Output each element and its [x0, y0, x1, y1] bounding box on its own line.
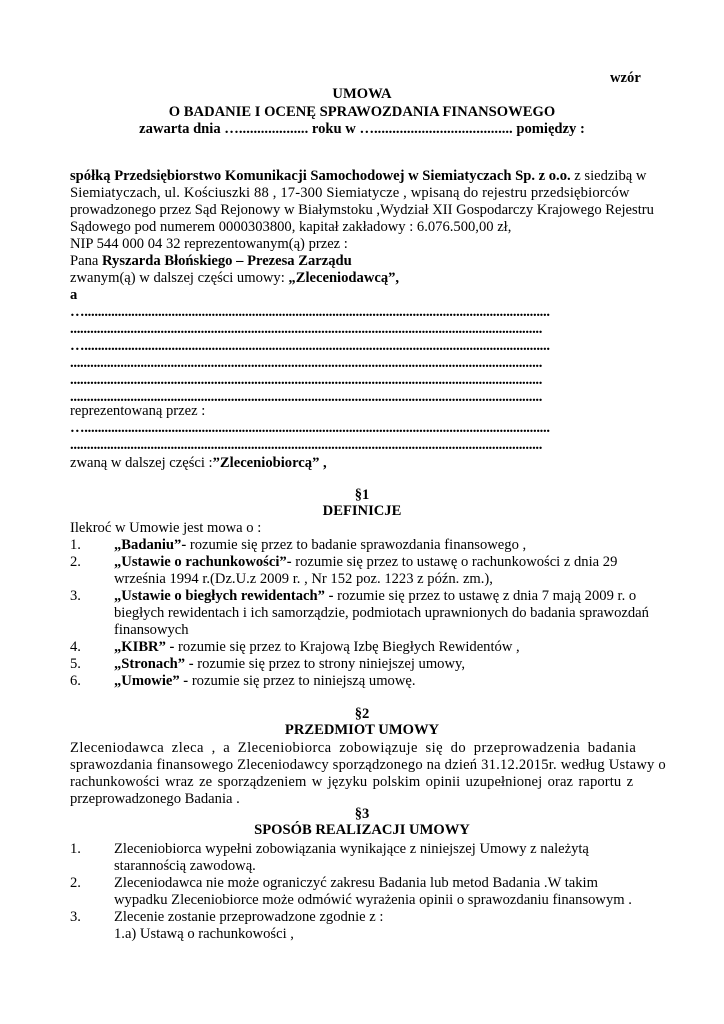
definition-term: „Ustawie o biegłych rewidentach” -: [114, 588, 334, 604]
definition-term: „Umowie” -: [114, 673, 189, 689]
definition-body: finansowych: [114, 622, 189, 638]
realization-text: starannością zawodową.: [114, 858, 256, 874]
party1-line4: Sądowego pod numerem 0000303800, kapitał zakładowy : 6.076.500,00 zł,: [70, 219, 512, 235]
realization-text: wypadku Zleceniobiorce może odmówić wyrażenia opinii o sprawozdaniu finansowym .: [114, 892, 632, 908]
section2-line: sprawozdania finansowego Zleceniodawcy sporządzonego na dzień 31.12.2015r. według Ustawy o: [70, 757, 666, 773]
party2-blank-line: .............................................................................................................................................: [70, 372, 543, 388]
definition-text: [114, 571, 493, 588]
realization-text: Zlecenie zostanie przeprowadzone zgodnie z :: [114, 909, 384, 925]
section2-sign: §2: [354, 706, 370, 722]
doc-concluded-line: zawarta dnia …................... roku w …...................................... pomiędzy :: [139, 121, 585, 137]
definition-text: [114, 656, 465, 673]
party2-blank-line: …...........................................................................................................................................: [70, 420, 550, 436]
party1-line2: Siemiatyczach, ul. Kościuszki 88 , 17-300 Siemiatycze , wpisaną do rejestru przedsiębiorców: [70, 185, 630, 201]
party1-line7: zwanym(ą) w dalszej części umowy: „Zleceniodawcą”,: [70, 270, 400, 286]
realization-number: 2.: [70, 875, 81, 891]
realization-text: 1.a) Ustawą o rachunkowości ,: [114, 926, 294, 942]
section1-title: DEFINICJE: [322, 503, 402, 519]
party2-blank-line: .............................................................................................................................................: [70, 437, 543, 453]
definition-body: rozumie się przez to ustawę o rachunkowości z dnia 29: [291, 554, 618, 570]
definition-text: [114, 554, 617, 571]
template-label: wzór: [610, 70, 641, 86]
definition-text: [114, 537, 526, 554]
doc-subtitle: O BADANIE I OCENĘ SPRAWOZDANIA FINANSOWEGO: [168, 104, 556, 120]
definition-term: „Badaniu”-: [114, 537, 187, 553]
party-connector: a: [70, 287, 78, 303]
definition-body: września 1994 r.(Dz.U.z 2009 r. , Nr 152 poz. 1223 z późn. zm.),: [114, 571, 493, 587]
party2-blank-line: .............................................................................................................................................: [70, 389, 543, 405]
party2-blank-line: …...........................................................................................................................................: [70, 338, 550, 354]
definition-body: biegłych rewidentach i ich samorządzie, podmiotach uprawnionych do badania sprawozdań: [114, 605, 649, 621]
party1-line6: Pana Ryszarda Błońskiego – Prezesa Zarządu: [70, 253, 352, 269]
definition-term: „KIBR” -: [114, 639, 175, 655]
party1-line5: NIP 544 000 04 32 reprezentowanym(ą) przez :: [70, 236, 348, 252]
definition-text: [114, 639, 520, 656]
definition-term: „Stronach” -: [114, 656, 194, 672]
section2-line: Zleceniodawca zleca , a Zleceniobiorca zobowiązuje się do przeprowadzenia badania: [70, 740, 637, 756]
definition-body: rozumie się przez to ustawę z dnia 7 mają 2009 r. o: [333, 588, 637, 604]
party2-representative-label: reprezentowaną przez :: [70, 403, 206, 419]
definition-term: „Ustawie o rachunkowości”-: [114, 554, 292, 570]
section1-sign: §1: [354, 487, 370, 503]
realization-number: 3.: [70, 909, 81, 925]
definition-number: 5.: [70, 656, 81, 672]
realization-number: 1.: [70, 841, 81, 857]
party2-blank-line: .............................................................................................................................................: [70, 355, 543, 371]
party1-line3: prowadzonego przez Sąd Rejonowy w Białymstoku ,Wydział XII Gospodarczy Krajowego Rejestru: [70, 202, 654, 218]
party2-blank-line: .............................................................................................................................................: [70, 321, 543, 337]
realization-text: Zleceniobiorca wypełni zobowiązania wynikające z niniejszej Umowy z należytą: [114, 841, 589, 857]
party2-blank-line: …...........................................................................................................................................: [70, 304, 550, 320]
section3-sign: §3: [354, 806, 370, 822]
definition-number: 6.: [70, 673, 81, 689]
definition-body: rozumie się przez to strony niniejszej umowy,: [193, 656, 466, 672]
definition-number: 1.: [70, 537, 81, 553]
definition-number: 3.: [70, 588, 81, 604]
party1-line1: spółką Przedsiębiorstwo Komunikacji Samochodowej w Siemiatyczach Sp. z o.o. z siedzibą w: [70, 168, 647, 184]
definition-number: 2.: [70, 554, 81, 570]
definition-body: rozumie się przez to niniejszą umowę.: [188, 673, 416, 689]
definition-body: rozumie się przez to Krajową Izbę Biegłych Rewidentów ,: [174, 639, 520, 655]
section2-line: rachunkowości wraz ze sporządzeniem w języku polskim opinii uzupełnionej oraz raportu z: [70, 774, 634, 790]
section2-title: PRZEDMIOT UMOWY: [284, 722, 440, 738]
section3-title: SPOSÓB REALIZACJI UMOWY: [254, 822, 470, 838]
definition-number: 4.: [70, 639, 81, 655]
realization-text: Zleceniodawca nie może ograniczyć zakresu Badania lub metod Badania .W takim: [114, 875, 598, 891]
definition-text: [114, 605, 649, 622]
definition-body: rozumie się przez to badanie sprawozdania finansowego ,: [186, 537, 527, 553]
definition-text: [114, 622, 189, 639]
party2-called: zwaną w dalszej części :”Zleceniobiorcą” ,: [70, 455, 327, 471]
section2-line: przeprowadzonego Badania .: [70, 791, 240, 807]
section1-intro: Ilekroć w Umowie jest mowa o :: [70, 520, 262, 536]
doc-title: UMOWA: [332, 86, 392, 102]
definition-text: [114, 588, 636, 605]
definition-text: [114, 673, 416, 690]
